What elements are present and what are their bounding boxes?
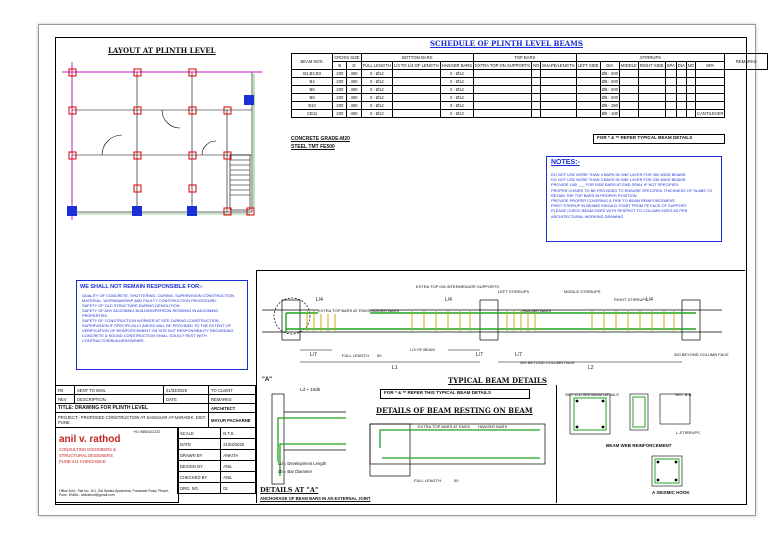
notes-list bbox=[551, 172, 719, 219]
firm-contact: +91 9850422222 bbox=[133, 430, 161, 434]
schedule-row bbox=[292, 110, 768, 118]
field-value: ANKITA bbox=[221, 450, 256, 461]
cell-width: 230 bbox=[333, 110, 347, 118]
cell-remarks bbox=[696, 86, 725, 94]
cell-dia bbox=[665, 70, 676, 78]
cell-width: 230 bbox=[333, 102, 347, 110]
field-key: CHECKED BY bbox=[178, 472, 221, 483]
cell-l3 bbox=[392, 94, 440, 102]
hdr-cross-size: CROSS SIZE bbox=[334, 55, 360, 60]
note-item: PROVIDE 10Ø ___ FOR SIDE BARS AT END SPAN. IF NOT SPECIFIED. bbox=[551, 182, 680, 188]
cell-beam-no: B1,B2,B3 bbox=[292, 70, 333, 78]
sub-l3: L/3 TO 1/4 OF LENGTH bbox=[393, 63, 439, 68]
cell-spa bbox=[638, 78, 665, 86]
cell-full-length: 3 - Ø12 bbox=[361, 102, 392, 110]
cell-no bbox=[531, 102, 540, 110]
project-desc: PROJECT:- PROPOSED CONSTRUCTION AT SAMAGAR AT-NARADHI, DIST. PUNE. bbox=[56, 413, 209, 428]
field-value: ANIL bbox=[221, 472, 256, 483]
cell-extra bbox=[474, 94, 532, 102]
cell-extra bbox=[474, 70, 532, 78]
cell-spa2 bbox=[686, 86, 695, 94]
cell-left bbox=[576, 86, 600, 94]
lbl-l4a: L/4 bbox=[316, 297, 323, 303]
web-title: BEAM WEB REINFORCEMENT bbox=[606, 443, 672, 448]
cell-hanger: 2 - Ø12 bbox=[440, 86, 473, 94]
cell-full-length: 3 - Ø12 bbox=[361, 110, 392, 118]
cell-dia bbox=[665, 110, 676, 118]
mark-a: "A" bbox=[262, 377, 273, 383]
cell-spa bbox=[638, 110, 665, 118]
cell-width: 230 bbox=[333, 86, 347, 94]
cell-right bbox=[619, 102, 638, 110]
cell-l3 bbox=[392, 86, 440, 94]
cell-spa bbox=[638, 102, 665, 110]
lbl-right-stirrups: RIGHT STIRRUPS bbox=[614, 297, 648, 302]
cell-remarks bbox=[696, 102, 725, 110]
cell-shape bbox=[541, 78, 576, 86]
cell-beam-no: B10 bbox=[292, 102, 333, 110]
field-value: 21/03/2025 bbox=[221, 439, 256, 450]
firm-address: Office Add:- Flat No. 101, Sai Sankul Apartment, Punawale Road, Pimpri, Pune. EMAIL: anilrathod@gmail.com bbox=[59, 489, 169, 497]
cell-spa2 bbox=[686, 102, 695, 110]
cell-no2 bbox=[676, 70, 686, 78]
field-value: N.T.S. bbox=[221, 428, 256, 439]
cell-beam-no: CB11 bbox=[292, 110, 333, 118]
cell-dia bbox=[665, 86, 676, 94]
sub-no2: NO bbox=[687, 63, 695, 68]
cell-remarks bbox=[696, 70, 725, 78]
lbl-hanger2: HANGER BARS bbox=[522, 308, 552, 313]
title-block bbox=[55, 385, 256, 503]
cell-remarks bbox=[696, 94, 725, 102]
cell-dia bbox=[665, 102, 676, 110]
cell-spa2 bbox=[686, 78, 695, 86]
cell-left bbox=[576, 78, 600, 86]
schedule-row bbox=[292, 70, 768, 78]
sub-left: LEFT SIDE bbox=[577, 63, 599, 68]
field-value: 01 bbox=[221, 483, 256, 494]
cell-width: 230 bbox=[333, 78, 347, 86]
cell-no bbox=[531, 70, 540, 78]
resting-extra: EXTRA TOP BARS AT ENDS bbox=[418, 424, 471, 429]
resting-hanger: HANGER BARS bbox=[478, 424, 508, 429]
cell-no2 bbox=[676, 102, 686, 110]
responsibility-item: QUALITY OF CONCRETE, SHUTTERING, CURING, SUPERVISION CONSTRUCTION MATERIAL, WORKMANSHIP AND FAULTY CONSTRUCTION PROCEDURE. bbox=[82, 293, 235, 303]
cell-dia bbox=[665, 78, 676, 86]
lbl-l3: L/3 OF BEAM bbox=[410, 347, 435, 352]
web-hook: A SEISMIC HOOK bbox=[652, 490, 690, 495]
lbl-l4c: L/4 bbox=[646, 297, 653, 303]
cell-depth: 450 bbox=[347, 110, 361, 118]
detail-a-db: db = Bar Diameter bbox=[278, 469, 313, 474]
titleblock-field bbox=[178, 450, 256, 461]
note-item: PROVIDE PROPER COVERING & FIRE TO BEAM REINFORCEMENT. bbox=[551, 198, 676, 204]
cell-hanger: 2 - Ø12 bbox=[440, 110, 473, 118]
cell-l3 bbox=[392, 78, 440, 86]
rev-remark: TO CLIENT bbox=[209, 386, 256, 395]
note-item: DO NOT USE MORE THAN 3 BARS IN ONE LAYER FOR 230 WIDE BEAMS. bbox=[551, 177, 687, 183]
note-item: DO NOT USE MORE THAN 4 BARS IN ONE LAYER FOR 300 WIDE BEAMS. bbox=[551, 172, 687, 177]
cell-hanger: 2 - Ø12 bbox=[440, 70, 473, 78]
resting-fifty: 50 bbox=[454, 478, 459, 483]
cell-depth: 450 bbox=[347, 94, 361, 102]
cell-spa bbox=[638, 70, 665, 78]
cell-hanger: 2 - Ø12 bbox=[440, 78, 473, 86]
titleblock-field bbox=[178, 428, 256, 439]
cell-beam-no: B5 bbox=[292, 86, 333, 94]
cell-left bbox=[576, 94, 600, 102]
field-value: ANIL bbox=[221, 461, 256, 472]
cell-remarks: CANTILEVER bbox=[697, 111, 724, 116]
cell-stirrup-middle: Ø8 - 150 bbox=[601, 103, 618, 108]
cell-no2 bbox=[676, 86, 686, 94]
responsibility-list bbox=[82, 293, 244, 343]
cell-left bbox=[576, 110, 600, 118]
sub-middle: MIDDLE bbox=[620, 63, 637, 68]
responsibility-title: WE SHALL NOT REMAIN RESPONSIBLE FOR:- bbox=[80, 284, 203, 290]
cell-full-length: 3 - Ø12 bbox=[361, 86, 392, 94]
lbl-l4b: L/4 bbox=[445, 297, 452, 303]
cell-width: 230 bbox=[333, 94, 347, 102]
lbl-hanger: HANGER BARS bbox=[370, 308, 400, 313]
owner-name: MAYUR PACHARNE bbox=[209, 413, 256, 428]
resting-full: FULL LENGTH bbox=[414, 478, 441, 483]
titleblock-field bbox=[178, 483, 256, 494]
sub-extra: EXTRA TOP ON SUPPORTS bbox=[475, 63, 530, 68]
titleblock-field bbox=[178, 461, 256, 472]
cell-extra bbox=[474, 110, 532, 118]
cell-shape bbox=[541, 70, 576, 78]
lbl-middle-stirrups: MIDDLE STIRRUPS bbox=[564, 289, 601, 294]
lbl-full-length: FULL LENGTH bbox=[342, 353, 369, 358]
detail-a-title: DETAILS AT "A" bbox=[260, 486, 319, 494]
cell-spa2 bbox=[686, 94, 695, 102]
rev-hdr-date: DATE bbox=[164, 395, 209, 404]
cell-right bbox=[619, 86, 638, 94]
field-key: SCALE bbox=[178, 428, 221, 439]
hdr-remarks: REMARKS bbox=[725, 54, 768, 70]
cell-shape bbox=[541, 94, 576, 102]
cell-extra bbox=[474, 102, 532, 110]
cell-beam-no: B4 bbox=[292, 78, 333, 86]
sub-dia: DIA bbox=[600, 62, 619, 70]
plan-title: LAYOUT AT PLINTH LEVEL bbox=[108, 46, 216, 55]
cell-shape bbox=[541, 102, 576, 110]
lbl-l7b: L/7 bbox=[476, 352, 483, 358]
lbl-l7a: L/7 bbox=[310, 352, 317, 358]
sub-spa2: SPA bbox=[696, 62, 725, 70]
firm-sub3: PUNE-411 CHINCHWAD bbox=[59, 459, 106, 464]
schedule-row bbox=[292, 86, 768, 94]
steel-grade: STEEL TMT FE500 bbox=[291, 144, 335, 150]
sub-b: B bbox=[333, 62, 347, 70]
cell-no2 bbox=[676, 94, 686, 102]
lbl-l7c: L/7 bbox=[515, 352, 522, 358]
cell-right bbox=[619, 70, 638, 78]
responsibility-item: SAFETY OF OLD STRUCTURE DURING DEMOLITION. bbox=[82, 303, 181, 308]
rev-hdr-desc: DESCRIPTION bbox=[75, 395, 164, 404]
cell-stirrup-middle: Ø8 - 200 bbox=[601, 71, 618, 76]
sub-right: RIGHT SIDE bbox=[639, 63, 664, 68]
cell-extra bbox=[474, 86, 532, 94]
cell-extra bbox=[474, 78, 532, 86]
architect-label: ARCHITECT bbox=[209, 404, 256, 413]
schedule-table bbox=[291, 53, 768, 118]
responsibility-item: SAFETY OF CONSTRUCTION WORKER AT SITE DURING CONSTRUCTION. bbox=[82, 318, 220, 323]
field-key: DESIGN BY bbox=[178, 461, 221, 472]
cell-depth: 450 bbox=[347, 78, 361, 86]
cell-dia bbox=[665, 94, 676, 102]
cell-right bbox=[619, 110, 638, 118]
schedule-title: SCHEDULE OF PLINTH LEVEL BEAMS bbox=[430, 39, 583, 48]
cell-left bbox=[576, 102, 600, 110]
cell-remarks bbox=[696, 78, 725, 86]
sub-full: FULL LENGTH bbox=[362, 63, 391, 68]
cell-spa bbox=[638, 94, 665, 102]
sub-hanger: HANGER BARS bbox=[441, 63, 473, 68]
cell-l3 bbox=[392, 70, 440, 78]
field-key: DRAWN BY bbox=[178, 450, 221, 461]
cell-full-length: 3 - Ø12 bbox=[361, 78, 392, 86]
note-item: FIRST STIRRUP IN BEAMS SHOULD START FROM FE FACE OF SUPPORT. bbox=[551, 203, 688, 209]
lbl-span-l2: L2 bbox=[588, 365, 594, 371]
sub-shape: SHAPE/LENGTH bbox=[542, 63, 575, 68]
cell-full-length: 3 - Ø12 bbox=[361, 94, 392, 102]
cell-stirrup-middle: Ø8 - 200 bbox=[601, 95, 618, 100]
lbl-span-l1: L1 bbox=[392, 365, 398, 371]
resting-title: DETAILS OF BEAM RESTING ON BEAM bbox=[376, 406, 533, 415]
typical-beam-title: TYPICAL BEAM DETAILS bbox=[448, 376, 547, 385]
typical-beam-drawing bbox=[262, 282, 722, 372]
cell-spa2 bbox=[686, 110, 695, 118]
cell-depth: 450 bbox=[347, 102, 361, 110]
cell-shape bbox=[541, 110, 576, 118]
cell-no bbox=[531, 94, 540, 102]
detail-a-ld: Ld = Development Length bbox=[278, 461, 327, 466]
hdr-top-bars: TOP BARS bbox=[474, 54, 576, 62]
lbl-300b: 300 BEYOND COLUMN FACE bbox=[674, 352, 729, 357]
responsibility-item: SUPERVISION IF SPECIFICALLY ASKED WILL BE PROVIDED TO THE EXTENT OF VERIFICATION OF REINFORCEMENT ON SITE BUT RESPONSIBILITY REGARDING CONCRETE & SOUND CONSTRUCTION SHALL SOLELY REST WITH CONTRACTOR/BUILDER/OWNER. bbox=[82, 323, 234, 343]
rev-date: 21/03/2025 bbox=[164, 386, 209, 395]
sub-spa: SPA bbox=[666, 63, 675, 68]
cell-stirrup-middle: Ø8 - 200 bbox=[601, 87, 618, 92]
rev-hdr-rem: REMARKS bbox=[209, 395, 256, 404]
cell-right bbox=[619, 94, 638, 102]
cell-hanger: 2 - Ø12 bbox=[440, 94, 473, 102]
cell-shape bbox=[541, 86, 576, 94]
concrete-grade: CONCRETE GRADE-M20 bbox=[291, 136, 350, 142]
cell-l3 bbox=[392, 110, 440, 118]
titleblock-field bbox=[178, 472, 256, 483]
cell-no2 bbox=[676, 110, 686, 118]
detail-a-ld-mark: Ld + 10db bbox=[300, 387, 321, 392]
cell-l3 bbox=[392, 102, 440, 110]
web-stirrups: L-STIRRUPS bbox=[676, 430, 700, 435]
web-b2: SEC. B-B bbox=[675, 393, 692, 397]
firm-name: anil v. rathod bbox=[59, 434, 121, 445]
cell-stirrup-middle: Ø8 - 100 bbox=[601, 111, 618, 116]
schedule-row bbox=[292, 102, 768, 110]
hdr-beam-nos: BEAM NOS. bbox=[292, 54, 333, 70]
note-item: PLEASE CHECK BEAM SIZES WITH RESPECT TO COLUMN SIZES AS PER ARCHITECTURAL WORKING DRAWING. bbox=[551, 208, 688, 219]
cell-full-length: 3 - Ø12 bbox=[361, 70, 392, 78]
responsibility-item: SAFETY OF ANY ADJOINING BUILDING/PERSON RESIDING IN ADJOINING PROPERTIES. bbox=[82, 308, 219, 318]
cell-depth: 450 bbox=[347, 86, 361, 94]
sub-dia2: DIA bbox=[677, 63, 685, 68]
rev-desc: SENT TO MAIL bbox=[75, 386, 164, 395]
schedule-row bbox=[292, 94, 768, 102]
field-key: DRG. NO. bbox=[178, 483, 221, 494]
schedule-row bbox=[292, 78, 768, 86]
detail-a-caption: ANCHORAGE OF BEAM BARS IN AN EXTERNAL JOINT bbox=[260, 496, 371, 501]
rev-no: R0 bbox=[56, 386, 75, 395]
lbl-fifty: 50 bbox=[377, 353, 382, 358]
typical-beam-ref: FOR * & ** REFER THIS TYPICAL BEAM DETAILS bbox=[384, 390, 492, 395]
firm-sub2: STRUCTURAL DESIGNERS bbox=[59, 453, 113, 458]
plinth-layout-plan bbox=[62, 60, 272, 220]
cell-spa2 bbox=[686, 70, 695, 78]
lbl-300a: 300 BEYOND COLUMN FACE bbox=[520, 360, 575, 365]
cell-left bbox=[576, 70, 600, 78]
lbl-left-stirrups: LEFT STIRRUPS bbox=[498, 289, 530, 294]
web-b1: SEC. D-D SEE BEAM DETAILS bbox=[565, 393, 619, 397]
cell-hanger: 3 - Ø12 bbox=[440, 102, 473, 110]
cell-depth: 450 bbox=[347, 70, 361, 78]
rev-hdr-no: REV bbox=[56, 395, 75, 404]
cell-right bbox=[619, 78, 638, 86]
cell-spa bbox=[638, 86, 665, 94]
hdr-stirrups: STIRRUPS bbox=[576, 54, 725, 62]
note-item: PROPER CHAIRS TO BE PROVIDED TO ENSURE SPECIFIED THICKNESS OF SLABS TO RETAIN THE TOP BARS IN PROPER POSITION. bbox=[551, 187, 713, 198]
firm-sub1: CONSULTING ENGINEERS & bbox=[59, 447, 116, 452]
lbl-extra-top: EXTRA TOP ON INTERMEDIATE SUPPORTS bbox=[416, 284, 499, 289]
cell-width: 230 bbox=[333, 70, 347, 78]
cell-no bbox=[531, 78, 540, 86]
titleblock-field bbox=[178, 439, 256, 450]
cell-no bbox=[531, 110, 540, 118]
field-key: DATE bbox=[178, 439, 221, 450]
drawing-title: TITLE: DRAWING FOR PLINTH LEVEL bbox=[56, 404, 209, 413]
cell-no2 bbox=[676, 78, 686, 86]
sub-no: NO bbox=[532, 63, 540, 68]
cell-beam-no: B6 bbox=[292, 94, 333, 102]
cell-stirrup-middle: Ø8 - 200 bbox=[601, 79, 618, 84]
sub-d: D bbox=[347, 62, 361, 70]
lbl-extra-ends: EXTRA TOP BARS AT ENDS bbox=[318, 308, 371, 313]
schedule-note-ref: FOR * & ** REFER TYPICAL BEAM DETAILS bbox=[597, 135, 693, 140]
hdr-bottom-bars: BOTTOM BARS bbox=[361, 54, 473, 62]
notes-title: NOTES:- bbox=[551, 159, 580, 166]
cell-no bbox=[531, 86, 540, 94]
